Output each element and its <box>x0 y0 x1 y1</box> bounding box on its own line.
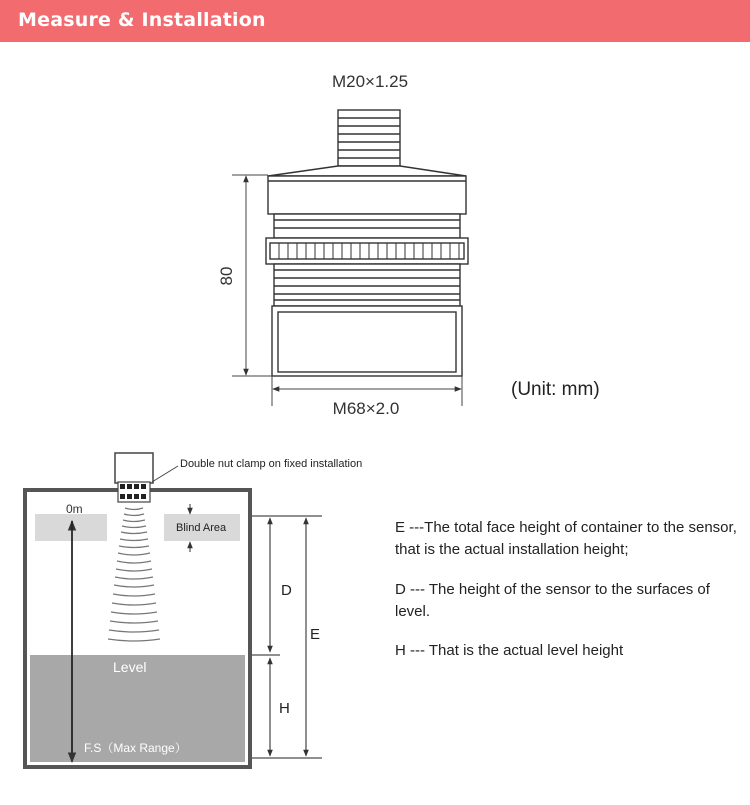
unit-note: (Unit: mm) <box>511 379 600 400</box>
sensor-transducer-base <box>272 306 462 376</box>
blind-area-zone-left <box>35 514 107 541</box>
sensor-shoulder <box>268 166 466 176</box>
e-dimension-label: E <box>310 626 321 643</box>
sensor-nut-ring <box>266 238 468 264</box>
height-dimension <box>232 175 272 376</box>
full-scale-label: F.S（Max Range） <box>84 741 187 755</box>
level-label: Level <box>113 659 147 675</box>
base-dimension-label: M68×2.0 <box>332 399 400 418</box>
sensor-upper-body <box>268 176 466 238</box>
height-dimension-label: 80 <box>217 266 236 286</box>
tank-sensor <box>115 453 153 502</box>
description-h: H --- That is the actual level height <box>395 642 624 659</box>
description-e: E ---The total face height of container to the sensor, that is the actual installation height; <box>395 519 737 558</box>
h-dimension-label: H <box>279 700 290 717</box>
thread-dimension-label: M20×1.25 <box>331 72 409 91</box>
clamp-leader-line <box>152 466 178 482</box>
sensor-drawing <box>266 110 468 376</box>
zero-meter-label: 0m <box>66 502 83 516</box>
clamp-callout: Double nut clamp on fixed installation <box>180 458 363 470</box>
section-title: Measure & Installation <box>18 9 266 31</box>
blind-area-label: Blind Area <box>176 522 227 534</box>
description-d: D --- The height of the sensor to the surfaces of level. <box>395 581 710 620</box>
d-dimension-label: D <box>281 582 292 599</box>
sensor-lower-thread <box>274 264 460 306</box>
sensor-thread <box>338 110 400 166</box>
